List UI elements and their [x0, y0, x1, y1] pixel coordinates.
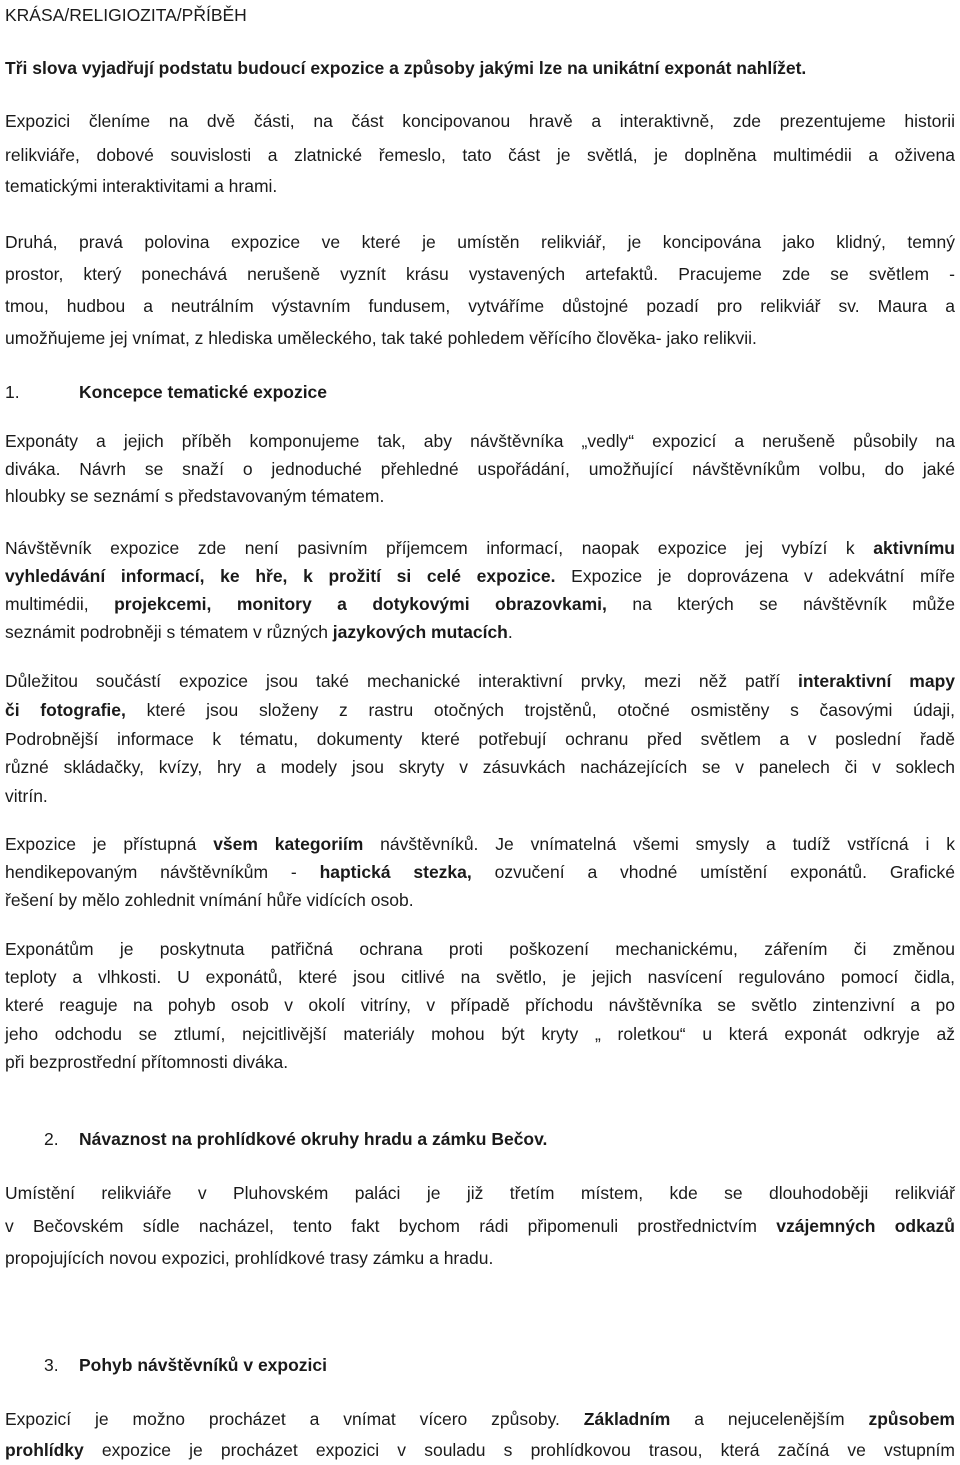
s2-p1-line: propojujících novou expozici, prohlídkové trasy zámku a hradu. — [5, 1248, 494, 1268]
section-1-heading: Koncepce tematické expozice — [79, 382, 328, 402]
s1-p4-line: hendikepovaným návštěvníkům - haptická stezka, ozvučení a vhodné umístění exponátů. Grafické — [5, 862, 956, 882]
emphasis-text: Základním — [583, 1409, 671, 1429]
emphasis-text: prohlídky — [5, 1440, 84, 1460]
emphasis-text: všem kategoriím — [213, 834, 364, 854]
s1-p2-line: Návštěvník expozice zde není pasivním příjemcem informací, naopak expozice jej vybízí k aktivnímu — [5, 538, 955, 558]
emphasis-text: aktivnímu — [873, 538, 955, 558]
intro-p1-line: relikviáře, dobové souvislosti a zlatnické řemeslo, tato část je světlá, je doplněna multimédii a oživena — [5, 145, 955, 165]
emphasis-text: projekcemi, monitory a dotykovými obrazovkami, — [114, 594, 607, 614]
s1-p5-line: které reaguje na pohyb osob v okolí vitríny, v případě příchodu návštěvníka se světlo zintenzivní a po — [5, 995, 955, 1015]
emphasis-text: či fotografie, — [5, 700, 126, 720]
s1-p2-line: vyhledávání informací, ke hře, k prožití si celé expozice. Expozice je doprovázena v adekvátní míře — [5, 566, 955, 586]
emphasis-text: vyhledávání informací, ke hře, k prožití si celé expozice. — [5, 566, 556, 586]
emphasis-text: interaktivní mapy — [798, 671, 955, 691]
section-2-heading: Návaznost na prohlídkové okruhy hradu a zámku Bečov. — [79, 1129, 548, 1149]
s1-p1-line: Exponáty a jejich příběh komponujeme tak, aby návštěvníka „vedly“ expozicí a nerušeně působily na — [5, 431, 955, 451]
intro-p1-line: tematickými interaktivitami a hrami. — [5, 176, 278, 196]
s1-p5-line: jeho odchodu se ztlumí, nejcitlivější materiály mohou být kryty „ roletkou“ u která exponát odkryje až — [5, 1024, 955, 1044]
section-2-number: 2. — [44, 1129, 59, 1149]
emphasis-text: haptická stezka, — [319, 862, 472, 882]
emphasis-text: jazykových mutacích — [332, 622, 508, 642]
s1-p2-line: multimédii, projekcemi, monitory a dotykovými obrazovkami, na kterých se návštěvník může — [5, 594, 955, 614]
s1-p3-line: vitrín. — [5, 786, 48, 806]
emphasis-text: vzájemných odkazů — [776, 1216, 955, 1236]
intro-p1-line: Expozici členíme na dvě části, na část koncipovanou hravě a interaktivně, zde prezentujeme historii — [5, 111, 955, 131]
s2-p1-line: v Bečovském sídle nacházel, tento fakt bychom rádi připomenuli prostřednictvím vzájemných odkazů — [5, 1216, 955, 1236]
s1-p5-line: teploty a vlhkosti. U exponátů, které jsou citlivé na světlo, je jejich nasvícení regulováno pomocí čidla, — [5, 967, 955, 987]
s1-p1-line: diváka. Návrh se snaží o jednoduché přehledné uspořádání, umožňující návštěvníkům volbu, do jaké — [5, 459, 955, 479]
s1-p3-line: Podrobnější informace k tématu, dokumenty které potřebují ochranu před světlem a v poslední řadě — [5, 729, 955, 749]
doc-title: KRÁSA/RELIGIOZITA/PŘÍBĚH — [5, 5, 247, 25]
s1-p4-line: řešení by mělo zohlednit vnímání hůře vidících osob. — [5, 890, 414, 910]
s3-p1-line: prohlídky expozice je procházet expozici v souladu s prohlídkovou trasou, která začíná ve vstupním — [5, 1440, 955, 1460]
emphasis-text: způsobem — [868, 1409, 955, 1429]
s1-p5-line: Exponátům je poskytnuta patřičná ochrana proti poškození mechanickému, zářením či změnou — [5, 939, 955, 959]
s1-p4-line: Expozice je přístupná všem kategoriím návštěvníků. Je vnímatelná všemi smysly a tudíž vstřícná i k — [5, 834, 955, 854]
intro-p2-line: Druhá, pravá polovina expozice ve které je umístěn relikviář, je koncipována jako klidný, temný — [5, 232, 955, 252]
s1-p3-line: Důležitou součástí expozice jsou také mechanické interaktivní prvky, mezi něž patří interaktivní mapy — [5, 671, 955, 691]
s1-p5-line: při bezprostřední přítomnosti diváka. — [5, 1052, 289, 1072]
intro-p2-line: prostor, který ponechává nerušeně vyznít krásu vystavených artefaktů. Pracujeme zde se světlem - — [5, 264, 955, 284]
intro-p2-line: tmou, hudbou a neutrálním výstavním fundusem, vytváříme důstojné pozadí pro relikviář sv. Maura a — [5, 296, 955, 316]
intro-p2-line: umožňujeme jej vnímat, z hlediska uměleckého, tak také pohledem věřícího člověka- jako relikvii. — [5, 328, 757, 348]
s2-p1-line: Umístění relikviáře v Pluhovském paláci je již třetím místem, kde se dlouhodoběji relikviář — [5, 1183, 955, 1203]
s3-p1-line: Expozicí je možno procházet a vnímat vícero způsoby. Základním a nejucelenějším způsobem — [5, 1409, 955, 1429]
section-3-heading: Pohyb návštěvníků v expozici — [79, 1355, 327, 1375]
section-3-number: 3. — [44, 1355, 59, 1375]
s1-p2-line: seznámit podrobněji s tématem v různých jazykových mutacích. — [5, 622, 513, 642]
s1-p3-line: různé skládačky, kvízy, hry a modely jsou skryty v zásuvkách nacházejících se v panelech či v soklech — [5, 757, 955, 777]
section-1-number: 1. — [5, 382, 20, 402]
s1-p1-line: hloubky se seznámí s představovaným tématem. — [5, 486, 385, 506]
lead-sentence: Tři slova vyjadřují podstatu budoucí expozice a způsoby jakými lze na unikátní exponát nahlížet. — [5, 58, 807, 78]
s1-p3-line: či fotografie, které jsou složeny z rastru otočných trojstěnů, otočné osmistěny s časovými údaji, — [5, 700, 955, 720]
